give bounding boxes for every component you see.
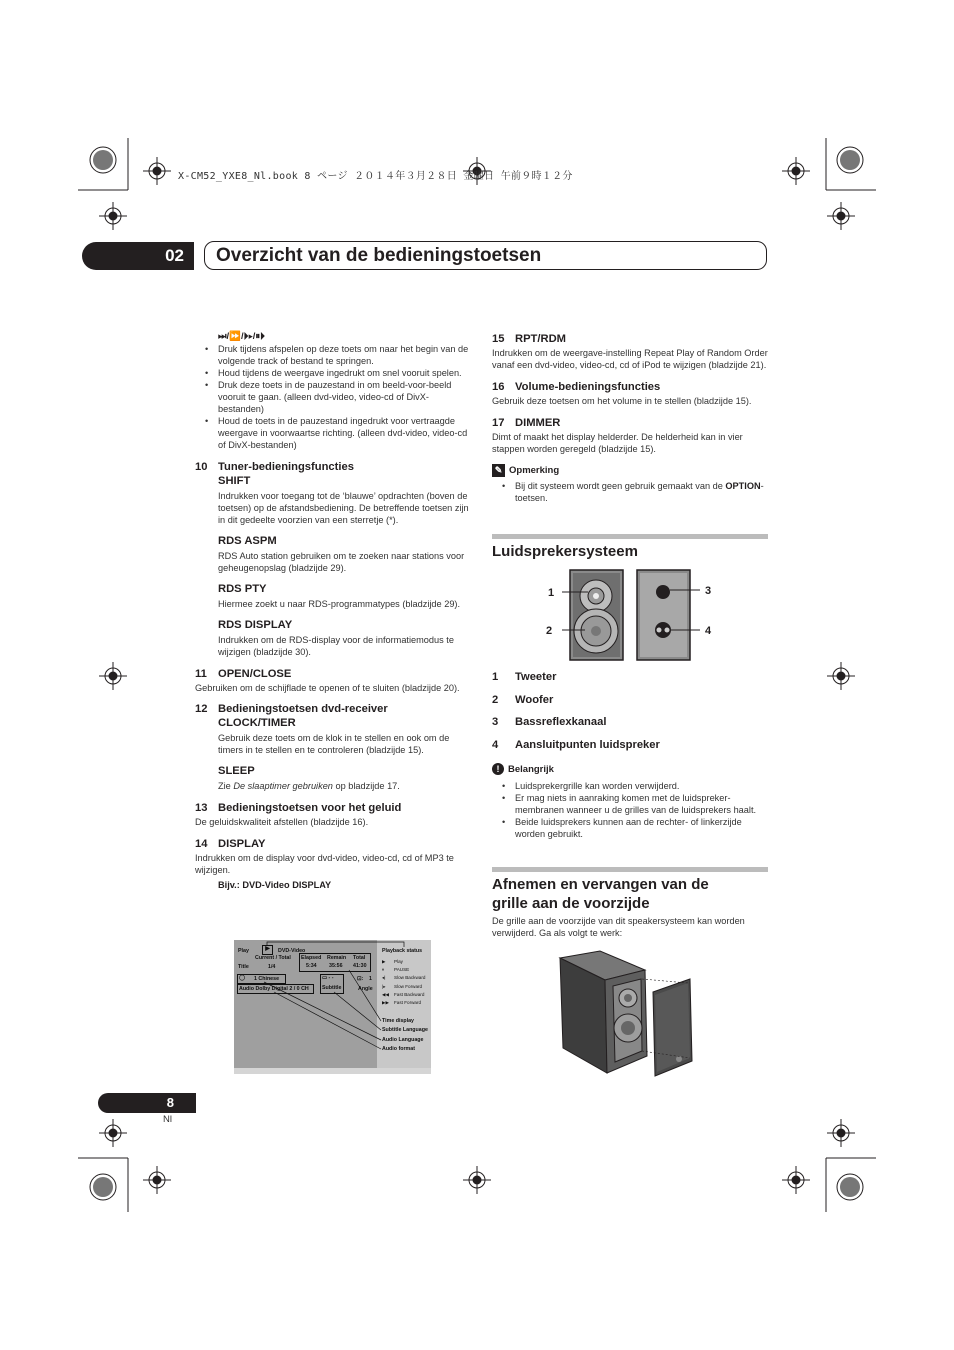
item-13-text: De geluidskwaliteit afstellen (bladzijde 16). — [195, 817, 369, 827]
list-item: • Houd de toets in de pauzestand ingedrukt voor vertraagde weergave in voorwaartse richting. (alleen dvd-video, video-cd of DivX-bestanden) — [195, 415, 470, 451]
osd-elapsed-value: 5:34 — [306, 963, 317, 969]
grille-removal-illustration — [545, 948, 695, 1080]
list-item: • Luidsprekergrille kan worden verwijderd. — [492, 780, 768, 792]
list-item: |▸ Slow Forward — [382, 983, 423, 989]
rds-display-text: Indrukken om de RDS-display voor de informatiemodus te wijzigen (bladzijde 30). — [218, 635, 454, 657]
osd-callout-subtitle: Subtitle Language — [382, 1027, 428, 1033]
osd-current-total: Current / Total — [255, 955, 291, 961]
important-heading: ! Belangrijk — [492, 763, 768, 777]
item-15-text: Indrukken om de weergave-instelling Repeat Play of Random Order vanaf een dvd-video, video-cd, cd of iPod te wijzigen (bladzijde 21). — [492, 348, 768, 370]
list-item: 2 Woofer — [492, 693, 554, 706]
list-item: 1 Tweeter — [492, 671, 557, 683]
rds-aspm-text: RDS Auto station gebruiken om te zoeken naar stations voor geheugenopslag (bladzijde 29). — [218, 551, 465, 573]
page-number: 8 — [98, 1093, 196, 1113]
clock-text: Gebruik deze toets om de klok in te stellen en ook om de timers in te stellen en te controleren (bladzijde 15). — [218, 733, 450, 755]
osd-lang-icon: ◯ — [239, 975, 245, 981]
osd-audio: Audio Dolby Digital 2 / 0 CH — [239, 986, 309, 992]
left-column — [195, 330, 470, 891]
speaker-label-1: 1 — [548, 587, 555, 599]
grille-section-title: Afnemen en vervangen van de grille aan de voorzijde — [492, 876, 709, 912]
note-bullets — [492, 480, 768, 504]
rds-pty-heading: RDS PTY — [218, 583, 267, 595]
osd-callout-audio-format: Audio format — [382, 1046, 415, 1052]
osd-leader-lines — [234, 940, 431, 1074]
important-bullets — [492, 780, 768, 840]
item-10-heading: 10 Tuner-bedieningsfuncties — [195, 461, 354, 473]
osd-callout-time: Time display — [382, 1018, 414, 1024]
osd-display-diagram — [234, 940, 431, 1074]
important-box — [492, 763, 768, 840]
list-item: • Bij dit systeem wordt geen gebruik gemaakt van de OPTION-toetsen. — [492, 480, 768, 504]
osd-angle-icon: ⊡: — [357, 976, 364, 982]
skip-symbol: ⏭/⏩/⏵▸/⏸⏵ — [218, 331, 265, 342]
osd-subtitle: Subtitle — [322, 985, 342, 991]
example-label: Bijv.: DVD-Video DISPLAY — [218, 880, 332, 890]
list-item: ◀◀ Fast Backward — [382, 991, 425, 997]
item-17-heading: 17 DIMMER — [492, 417, 561, 429]
item-15-heading: 15 RPT/RDM — [492, 333, 566, 345]
note-icon: ✎ — [492, 464, 505, 477]
list-item: ◂| Slow Backward — [382, 975, 426, 981]
osd-total: Total — [353, 955, 366, 961]
shift-text: Indrukken voor toegang tot de ‘blauwe’ opdrachten (boven de toetsen) op de afstandsbediening. De betreffende toetsen zijn in dit gedeelte voorzien van een sterretje (*). — [218, 491, 469, 525]
osd-play: Play — [238, 948, 249, 954]
sleep-heading: SLEEP — [218, 765, 255, 777]
list-item: 4 Aansluitpunten luidspreker — [492, 738, 660, 751]
osd-subtitle-icon: ▭ - - — [322, 975, 334, 981]
skip-bullets — [195, 343, 470, 451]
osd-title-value: 1/4 — [268, 964, 276, 970]
list-item: • Druk deze toets in de pauzestand in om beeld-voor-beeld vooruit te gaan. (alleen dvd-video, video-cd of DivX-bestanden) — [195, 379, 470, 415]
item-14-text: Indrukken om de display voor dvd-video, video-cd, cd of MP3 te wijzigen. — [195, 853, 454, 875]
print-header: X-CM52_YXE8_Nl.book 8 ページ ２０１４年３月２８日 金曜日 午前９時１２分 — [178, 171, 573, 182]
important-icon: ! — [492, 763, 504, 775]
speaker-label-4: 4 — [705, 625, 712, 637]
osd-angle-value: 1 — [369, 976, 372, 982]
osd-total-value: 41:30 — [353, 963, 367, 969]
speaker-section-title: Luidsprekersysteem — [492, 543, 638, 560]
section-divider — [492, 867, 768, 872]
speaker-parts-list — [492, 670, 768, 752]
osd-language: 1 Chinese — [254, 976, 280, 982]
osd-elapsed: Elapsed — [301, 955, 322, 961]
note-heading: ✎ Opmerking — [492, 464, 768, 478]
list-item: ▶ Play — [382, 959, 403, 964]
list-item: • Er mag niets in aanraking komen met de luidspreker-membranen wanneer u de grilles van de luidsprekers haalt. — [492, 792, 768, 816]
speaker-illustration — [540, 568, 720, 663]
list-item: • Druk tijdens afspelen op deze toets om naar het begin van de volgende track of bestand te springen. — [195, 343, 470, 367]
osd-dvd-video: DVD-Video — [278, 948, 306, 954]
list-item: • Houd tijdens de weergave ingedrukt om snel vooruit spelen. — [195, 367, 470, 379]
page-language: Nl — [163, 1114, 172, 1125]
chapter-title: Overzicht van de bedieningstoetsen — [204, 241, 767, 270]
osd-remain: Remain — [327, 955, 347, 961]
item-11-heading: 11 OPEN/CLOSE — [195, 668, 292, 680]
list-item: 3 Bassreflexkanaal — [492, 716, 607, 728]
rds-pty-text: Hiermee zoekt u naar RDS-programmatypes (bladzijde 29). — [218, 599, 461, 609]
shift-heading: SHIFT — [218, 475, 251, 487]
item-16-heading: 16 Volume-bedieningsfuncties — [492, 381, 661, 393]
osd-angle: Angle — [358, 986, 373, 992]
sleep-text: Zie De slaaptimer gebruiken op bladzijde 17. — [218, 781, 400, 791]
item-17-text: Dimt of maakt het display helderder. De helderheid kan in vier stappen worden geregeld (bladzijde 15). — [492, 432, 743, 454]
rds-aspm-heading: RDS ASPM — [218, 535, 277, 547]
osd-title: Title — [238, 964, 249, 970]
item-14-heading: 14 DISPLAY — [195, 838, 266, 850]
list-item: ▶▶ Fast Forward — [382, 1000, 422, 1006]
list-item: • Beide luidsprekers kunnen aan de rechter- of linkerzijde worden gebruikt. — [492, 816, 768, 840]
grille-text: De grille aan de voorzijde van dit speakersysteem kan worden verwijderd. Ga als volgt te werk: — [492, 916, 745, 938]
item-11-text: Gebruiken om de schijflade te openen of te sluiten (bladzijde 20). — [195, 683, 460, 693]
rds-display-heading: RDS DISPLAY — [218, 619, 293, 631]
osd-callout-audio-language: Audio Language — [382, 1037, 424, 1043]
chapter-number: 02 — [82, 242, 194, 270]
list-item: ⏸ PAUSE — [382, 967, 410, 973]
osd-playback-status: Playback status — [382, 948, 423, 954]
section-divider — [492, 534, 768, 539]
item-16-text: Gebruik deze toetsen om het volume in te stellen (bladzijde 15). — [492, 396, 752, 406]
right-column — [492, 332, 768, 504]
speaker-label-3: 3 — [705, 585, 712, 597]
clock-heading: CLOCK/TIMER — [218, 717, 296, 729]
speaker-label-2: 2 — [546, 625, 553, 637]
item-12-heading: 12 Bedieningstoetsen dvd-receiver — [195, 703, 388, 715]
osd-play-icon: ▶ — [262, 945, 273, 955]
osd-remain-value: 35:56 — [329, 963, 343, 969]
item-13-heading: 13 Bedieningstoetsen voor het geluid — [195, 802, 402, 814]
